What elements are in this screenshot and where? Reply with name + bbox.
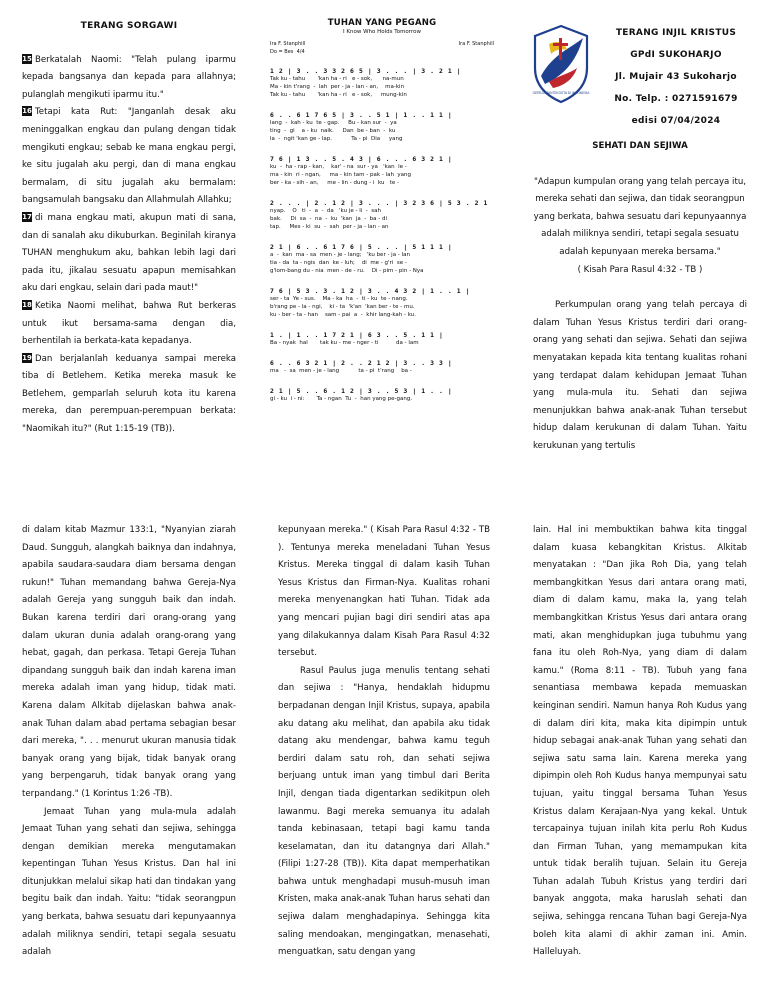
score-system	[270, 331, 494, 347]
verse-number: 17	[22, 212, 32, 221]
sermon-column	[533, 138, 747, 456]
score-system	[270, 387, 494, 403]
time-signature: 4/4	[296, 49, 305, 55]
church-name: TERANG INJIL KRISTUS	[615, 28, 737, 38]
lyric-line: Ba - nyak hal tak ku - me - nger - ti da - lam	[270, 340, 419, 346]
paragraph: Rasul Paulus juga menulis tentang sehati dan sejiwa : "Hanya, hendaklah hidupmu berpadanan dengan Injil Kristus, supaya, apabila aku datang aku melihat, dan apabila aku tidak datang aku mendengar, bahwa kamu teguh berdiri dalam satu roh, dan sehati sejiwa berjuang untuk iman yang timbul dari Berita Injil, dengan tiada digentarkan sedikitpun oleh lawanmu. Bagi mereka semuanya itu adalah tanda kebinasaan, tetapi bagi kamu tanda keselamatan, dan itu datangnya dari Allah." (Filipi 1:27-28 (TB)). Kita dapat memperhatikan bahwa untuk menghadapi musuh-musuh iman Kristen, maka anak-anak Tuhan harus sehati dan sejiwa dalam menghadapinya. Sehingga kita saling mendoakan, mengingatkan, menasehati, menguatkan, satu dengan yang	[278, 665, 490, 958]
score-system	[270, 111, 494, 143]
verse-list	[22, 52, 236, 439]
logo-caption: GEREJA PANTEKOSTA DI INDONESIA	[532, 91, 590, 95]
lyric-line: tia - da ta - ngis dan ke - luh; di me - g'ri se -	[270, 260, 407, 266]
hymn-credits	[270, 41, 494, 47]
key-verse-reference: ( Kisah Para Rasul 4:32 - TB )	[577, 264, 703, 275]
paragraph: kepunyaan mereka." ( Kisah Para Rasul 4:32 - TB ). Tentunya mereka meneladani Tuhan Yesus Kristus. Mereka tinggal di dalam kasih Tuhan Yesus Kristus dan Firman-Nya. Kualitas rohani mereka menyenangkan hati Tuhan. Tidak ada yang mencari pujian bagi diri sendiri atas apa yang dilakukannya dalam Kisah Para Rasul 4:32 tersebut.	[278, 525, 490, 659]
lyric-line: ting - gi a - ku naik. Dan be - ban - ku	[270, 128, 396, 134]
notation-line: 6 . . 6 1 7 6 5 | 3 . . 5 1 | 1 . . 1 1 |	[270, 111, 453, 119]
paragraph: lain. Hal ini membuktikan bahwa kita tinggal dalam kuasa kebangkitan Kristus. Alkitab menyatakan : "Dan jika Roh Dia, yang telah membangkitkan Yesus dari antara orang mati, diam di dalam kamu, maka Ia, yang telah membangkitkan Kristus Yesus dari antara orang mati, akan menghidupkan juga tubuhmu yang fana itu oleh Roh-Nya, yang diam di dalam kamu." (Roma 8:11 - TB). Tubuh yang fana senantiasa membawa kepada memuaskan keinginan sendiri. Namun hanya Roh Kudus yang di dalam diri kita, maka kita dipimpin untuk hidup sebagai anak-anak Tuhan yang sehati dan sejiwa satu sama lain. Karena mereka yang dipimpin oleh Roh Kudus hanya mempunyai satu tujuan, yaitu tinggal bersama Tuhan Yesus Kristus dalam Kerajaan-Nya yang kekal. Untuk tercapainya tujuan inilah kita perlu Roh Kudus dan Firman Tuhan, yang memampukan kita untuk tidak beralih tujuan. Selain itu Gereja Tuhan adalah Tubuh Kristus yang terdiri dari banyak anggota, maka haruslah sehati dan sejiwa, sehingga rencana Tuhan bagi Gereja-Nya boleh kita alami di akhir zaman ini. Amin. Halleluyah.	[533, 525, 747, 958]
score-system	[270, 359, 494, 375]
lyric-line: tap. Mes - ki su - sah per - ja - lan - an	[270, 224, 389, 230]
key-verse-quote: "Adapun kumpulan orang yang telah percaya itu, mereka sehati dan sejiwa, dan tidak seorangpun yang berkata, bahwa sesuatu dari kepunyaannya adalah miliknya sendiri, tetapi segala sesuatu adalah kepunyaan mereka bersama."	[533, 176, 747, 257]
notation-line: 2 . . . | 2 . 1 2 | 3 . . . | 3 2 3 6 | 5 3 . 2 1	[270, 199, 488, 207]
lyric-line: ma - sa men - je - lang ta - pi t'rang ba -	[270, 368, 412, 374]
verse-number: 15	[22, 54, 32, 63]
article-column-3	[533, 522, 747, 962]
bulletin-header	[600, 22, 752, 132]
notation-line: 6 . . 6 3 2 1 | 2 . . 2 1 2 | 3 . . 3 3 |	[270, 359, 453, 367]
church-address: Jl. Mujair 43 Sukoharjo	[615, 72, 737, 82]
score-system	[270, 199, 494, 231]
sermon-title: SEHATI DAN SEJIWA	[592, 141, 688, 151]
score-system	[270, 155, 494, 187]
composer: Ira F. Stanphill	[458, 41, 494, 47]
lyric-line: ser - ta Ye - sus. Ma - ka ha - ti - ku te - nang.	[270, 296, 408, 302]
verse-text: Berkatalah Naomi: "Telah pulang iparmu kepada bangsanya dan kepada para allahnya; pulanglah mengikuti iparmu itu."	[22, 54, 236, 100]
lyric-line: g'lom-bang du - nia men - de - ru. Di - pim - pin - Nya	[270, 268, 424, 274]
score-system	[270, 287, 494, 319]
lyric-line: a - kan ma - sa men - je - lang; 'ku ber - ja - lan	[270, 252, 410, 258]
congregation-name: GPdI SUKOHARJO	[630, 50, 722, 60]
paragraph: Perkumpulan orang yang telah percaya di dalam Tuhan Yesus Kristus terdiri dari orang-orang yang sehati dan sejiwa. Sehati dan sejiwa menyatakan kepada kita tentang kualitas rohani yang terdapat dalam kehidupan Jemaat Tuhan yang mula-mula itu. Sehati dan sejiwa menunjukkan bahwa anak-anak Tuhan tersebut hidup dalam kerukunan di dalam Tuhan. Yaitu kerukunan yang tertulis	[533, 300, 747, 451]
verse-number: 18	[22, 300, 32, 309]
lyric-line: bak. Di sa - na - ku 'kan ja - ba - di	[270, 216, 388, 222]
verse-number: 19	[22, 353, 32, 362]
notation-line: 1 2 | 3 . . 3 3 2 6 5 | 3 . . . | 3 . 2 1 |	[270, 67, 462, 75]
key-signature: Do = Bes	[270, 49, 294, 55]
verse	[22, 104, 236, 210]
lyric-line: ku - ber - ta - han sam - pai a - khir lang-kah - ku.	[270, 312, 416, 318]
notation-line: 7 6 | 1 3 . . 5 . 4 3 | 6 . . . 6 3 2 1 |	[270, 155, 453, 163]
verse	[22, 298, 236, 351]
hymn-title: TUHAN YANG PEGANG	[327, 18, 437, 28]
verse	[22, 52, 236, 105]
score-systems	[270, 67, 494, 403]
lyric-line: nyap. O ti - a - da 'ku je - li - sah	[270, 208, 381, 214]
lyric-line: Tak ku - tahu 'kan ha - ri e - sok, na-mun	[270, 76, 404, 82]
score-system	[270, 67, 494, 99]
lyric-line: lang - kah - ku te - gap. Bu - kan sur - ya	[270, 120, 397, 126]
lyricist: Ira F. Stanphill	[270, 41, 306, 47]
verse	[22, 351, 236, 439]
verse-text: Tetapi kata Rut: "Janganlah desak aku meninggalkan engkau dan pulang dengan tidak mengikuti engkau; sebab ke mana engkau pergi, ke situ jugalah aku pergi, dan di mana engkau bermalam, di situ jugalah aku bermalam: bangsamulah bangsaku dan Allahmulah Allahku;	[22, 107, 236, 206]
notation-line: 7 6 | 5 3 . 3 . 1 2 | 3 . . 4 3 2 | 1 . . 1 |	[270, 287, 471, 295]
lyric-line: b'rang pe - la - ngi, ki - ta 'k'an 'kan ber - te - mu.	[270, 304, 415, 310]
score-system	[270, 243, 494, 275]
hymn-score	[270, 18, 494, 478]
verse-number: 16	[22, 107, 32, 116]
church-logo-icon	[531, 24, 591, 104]
edition-label: edisi 07/04/2024	[631, 116, 721, 126]
paragraph: di dalam kitab Mazmur 133:1, "Nyanyian ziarah Daud. Sungguh, alangkah baiknya dan indahnya, apabila saudara-saudara diam bersama dengan rukun!" Tuhan memandang bahwa Gereja-Nya adalah Gereja yang sungguh baik dan indah. Bukan karena terdiri dari orang-orang yang dalam ukuran dunia adalah orang-orang yang hebat, gagah, dan perkasa. Tetapi Gereja Tuhan dipandang sungguh baik dan indah karena iman mereka adalah iman yang hidup, tidak mati. Karena dalam Alkitab dijelaskan bahwa anak-anak Tuhan dalam abad pertama sebagian besar dari mereka, ". . . menurut ukuran manusia tidak banyak orang yang bijak, tidak banyak orang yang berpengaruh, tidak banyak orang yang terpandang." (1 Korintus 1:26 -TB).	[22, 525, 236, 799]
devotional-column	[22, 18, 236, 439]
church-phone: No. Telp. : 0271591679	[614, 94, 738, 104]
lyric-line: Ma - kin t'rang - lah per - ja - lan - an, ma-kin	[270, 84, 405, 90]
lyric-line: ber - ka - sih - an, me - lin - dung - i ku te -	[270, 180, 399, 186]
notation-line: 2 1 | 6 . . 6 1 7 6 | 5 . . . | 5 1 1 1 |	[270, 243, 453, 251]
lyric-line: Tak ku - tahu 'kan ha - ri e - sok, mung-kin	[270, 92, 407, 98]
verse-text: Ketika Naomi melihat, bahwa Rut berkeras untuk ikut bersama-sama dengan dia, berhentilah ia berkata-kata kepadanya.	[22, 300, 236, 347]
lyric-line: ma - kin ri - ngan, ma - kin tam - pak - lah yang	[270, 172, 412, 178]
article-column-2	[278, 522, 490, 962]
hymn-key	[270, 49, 494, 55]
verse	[22, 210, 236, 298]
hymn-subtitle: I Know Who Holds Tomorrow	[343, 29, 421, 35]
lyric-line: gi - ku i - ni: Ta - ngan Tu - han yang pe-gang.	[270, 396, 413, 402]
paragraph: Jemaat Tuhan yang mula-mula adalah Jemaat Tuhan yang sehati dan sejiwa, sehingga dengan demikian mereka mengutamakan kepentingan Tuhan Yesus Kristus. Dan hal ini ditunjukkan melalui sikap hati dan tindakan yang begitu baik dan indah. Yaitu: "tidak seorangpun yang berkata, bahwa sesuatu dari kepunyaannya adalah miliknya sendiri, tetapi segala sesuatu adalah	[22, 806, 236, 958]
verse-text: di mana engkau mati, akupun mati di sana, dan di sanalah aku dikuburkan. Beginilah kiranya TUHAN menghukum aku, bahkan lebih lagi dari pada itu, jikalau sesuatu apapun memisahkan aku dari engkau, selain dari pada maut!"	[22, 212, 236, 294]
verse-text: Dan berjalanlah keduanya sampai mereka tiba di Betlehem. Ketika mereka masuk ke Betlehem, gemparlah seluruh kota itu karena mereka, dan perempuan-perempuan berkata: "Naomikah itu?" (Rut 1:15-19 (TB)).	[22, 353, 236, 435]
article-column-1	[22, 522, 236, 962]
lyric-line: ku - ha - rap - kan, kar' - na sur - ya 'kan le -	[270, 164, 407, 170]
notation-line: 1 . | 1 . . 1 7 2 1 | 6 3 . . 5 . 1 1 |	[270, 331, 444, 339]
lyric-line: la - ngit 'kan ge - lap. Ta - pi Dia yang	[270, 136, 403, 142]
notation-line: 2 1 | 5 . . 6 . 1 2 | 3 . . 5 3 | 1 . . |	[270, 387, 453, 395]
section-title: TERANG SORGAWI	[80, 21, 178, 31]
